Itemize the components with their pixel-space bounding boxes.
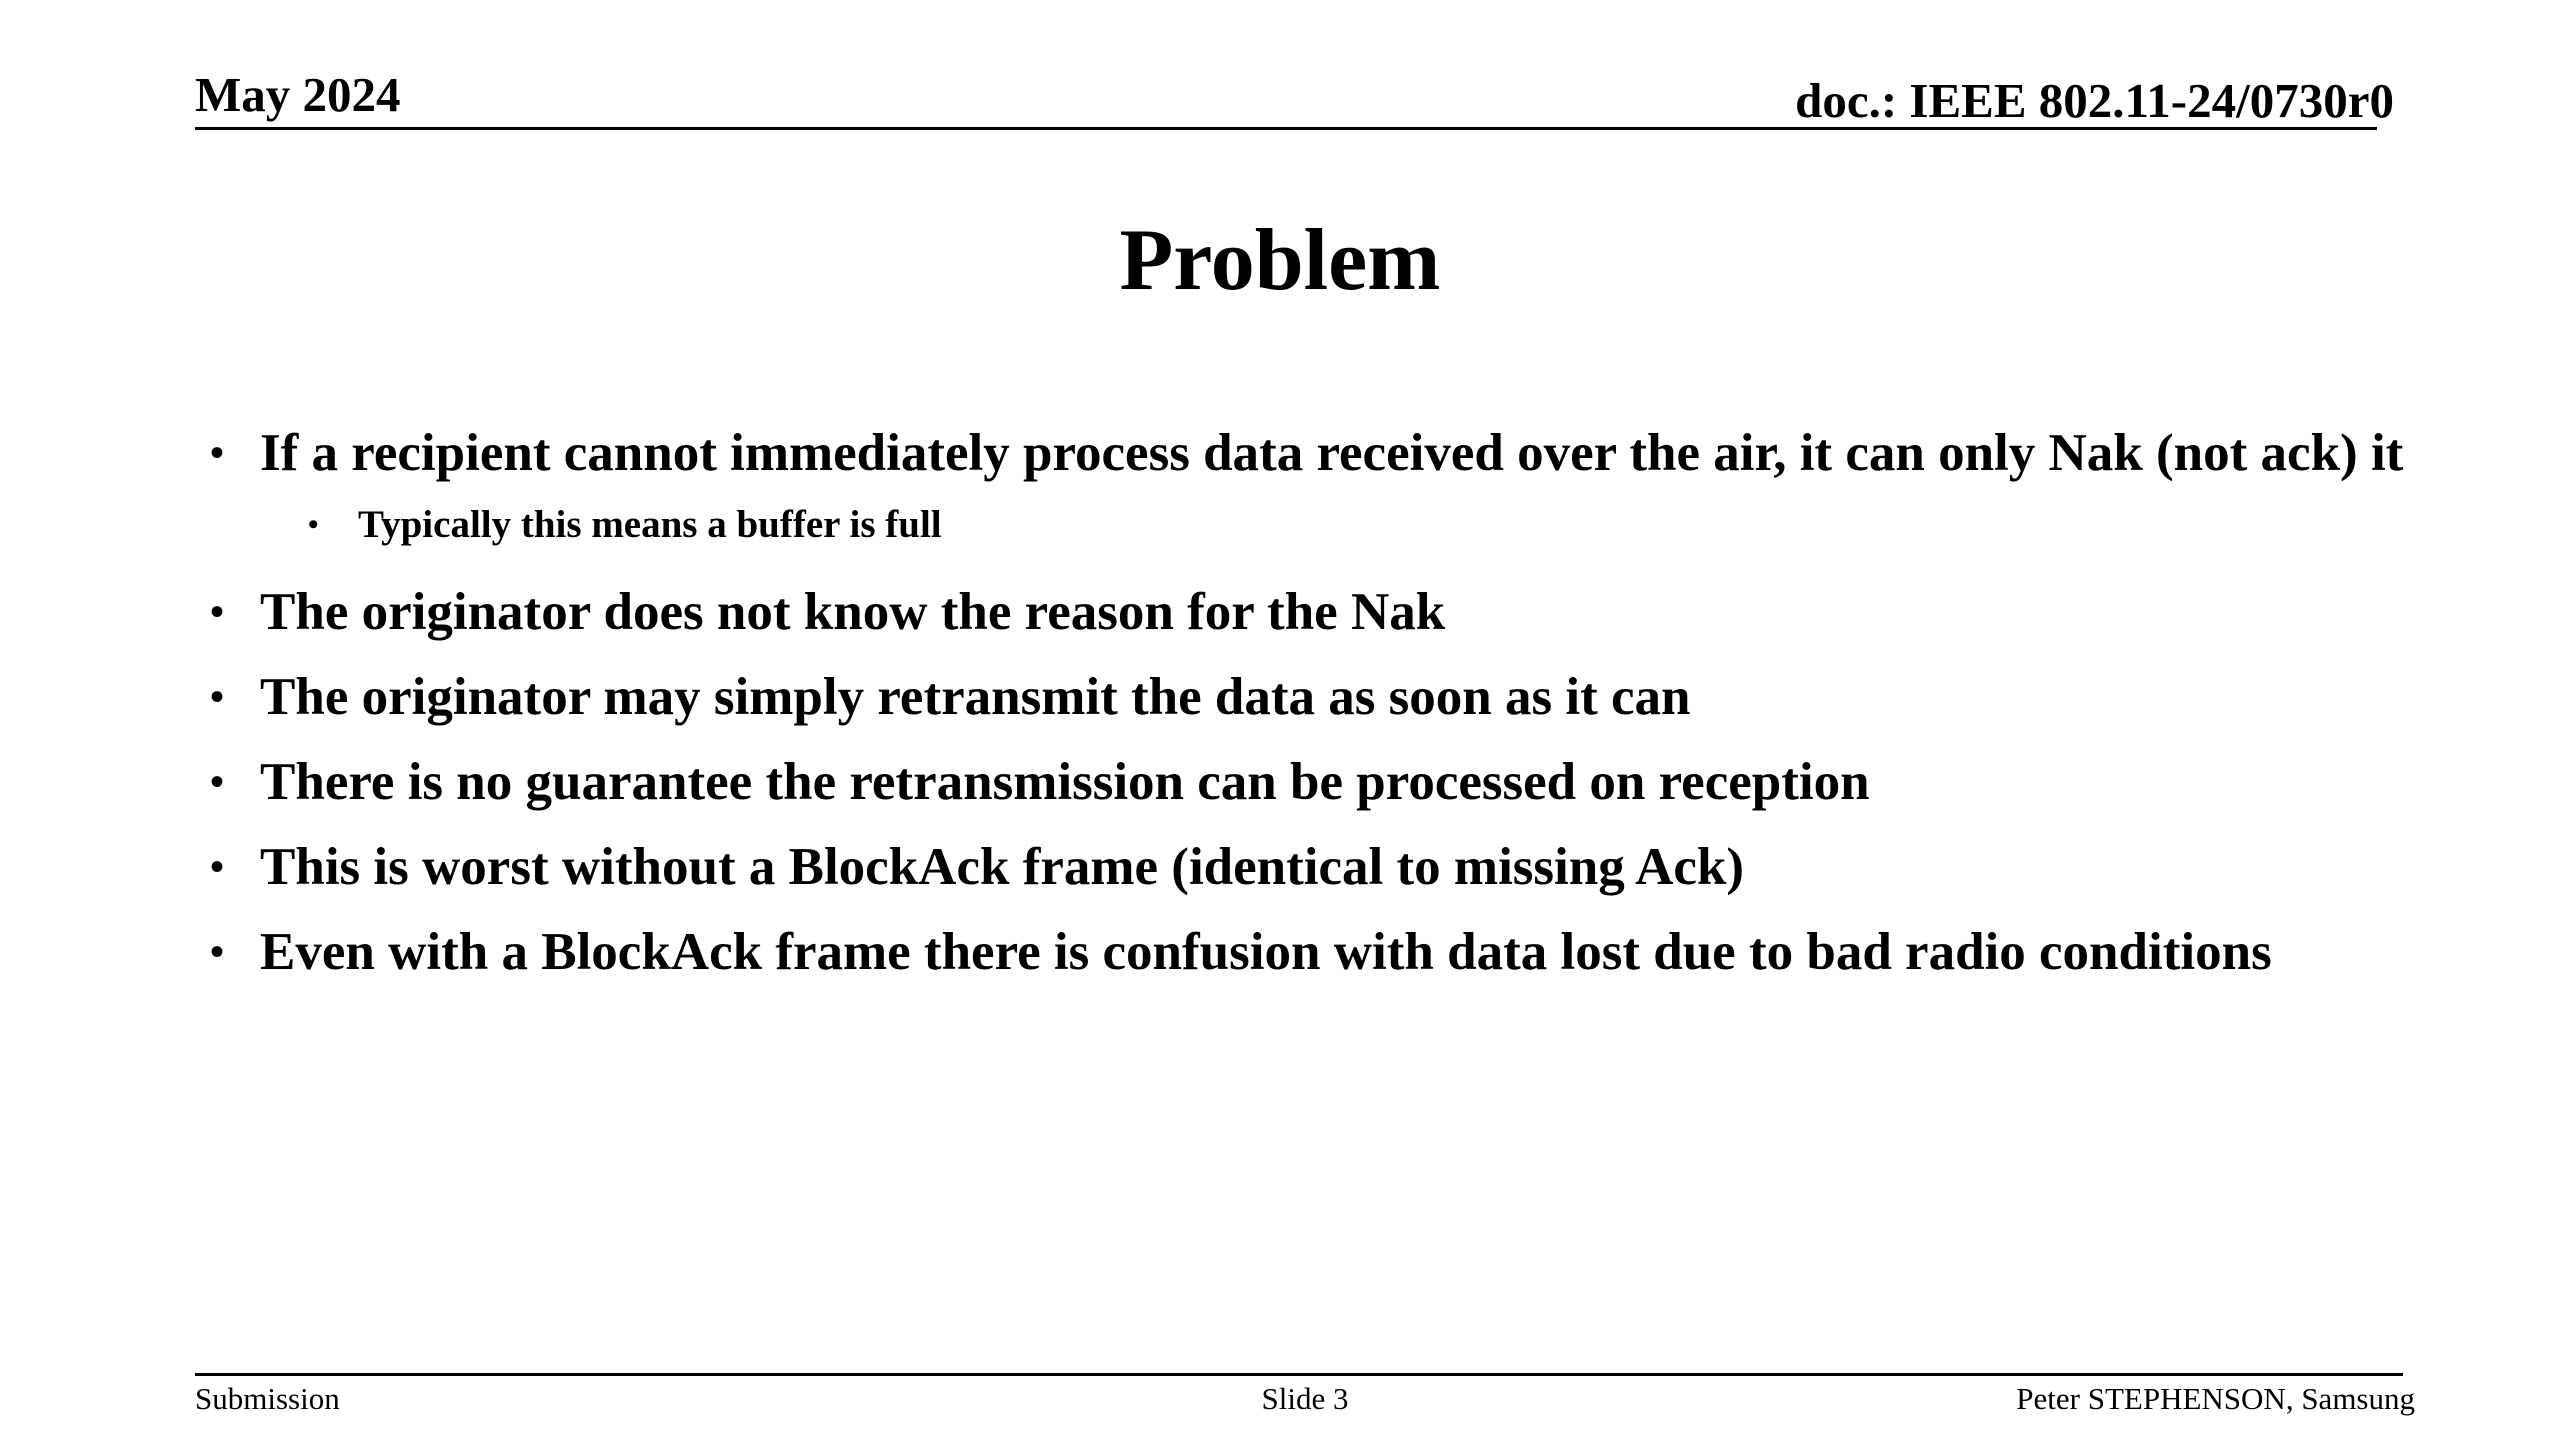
- bullet-dot: •: [210, 430, 225, 475]
- bullet-item: [210, 749, 2540, 815]
- footer-divider: [195, 1373, 2403, 1376]
- bullet-item: [210, 919, 2540, 985]
- bullet-text: There is no guarantee the retransmission can be processed on reception: [260, 753, 1870, 811]
- bullet-item: [210, 420, 2540, 486]
- slide-title: Problem: [1119, 212, 1441, 309]
- bullet-dot: •: [210, 844, 225, 889]
- header-divider: [195, 127, 2377, 130]
- bullet-list: [210, 420, 2540, 1004]
- bullet-text: This is worst without a BlockAck frame (identical to missing Ack): [260, 838, 1744, 896]
- bullet-text: Even with a BlockAck frame there is confusion with data lost due to bad radio conditions: [260, 923, 2272, 981]
- bullet-item: [210, 579, 2540, 645]
- footer-slide-number: Slide 3: [1261, 1381, 1349, 1416]
- footer-author: Peter STEPHENSON, Samsung: [2016, 1381, 2415, 1416]
- header-date: May 2024: [195, 67, 401, 122]
- bullet-text: If a recipient cannot immediately process data received over the air, it can only Nak (not ack) it: [260, 424, 2404, 482]
- bullet-dot: •: [210, 589, 225, 634]
- bullet-text: Typically this means a buffer is full: [358, 503, 942, 546]
- bullet-dot: •: [308, 508, 319, 541]
- bullet-dot: •: [210, 759, 225, 804]
- header-doc-id: doc.: IEEE 802.11-24/0730r0: [1795, 73, 2394, 128]
- bullet-item: [210, 664, 2540, 730]
- bullet-dot: •: [210, 674, 225, 719]
- bullet-text: The originator may simply retransmit the data as soon as it can: [260, 668, 1691, 726]
- bullet-dot: •: [210, 929, 225, 974]
- sub-bullet-item: [210, 499, 2540, 551]
- bullet-item: [210, 834, 2540, 900]
- footer-submission: Submission: [195, 1381, 340, 1416]
- bullet-text: The originator does not know the reason for the Nak: [260, 583, 1446, 641]
